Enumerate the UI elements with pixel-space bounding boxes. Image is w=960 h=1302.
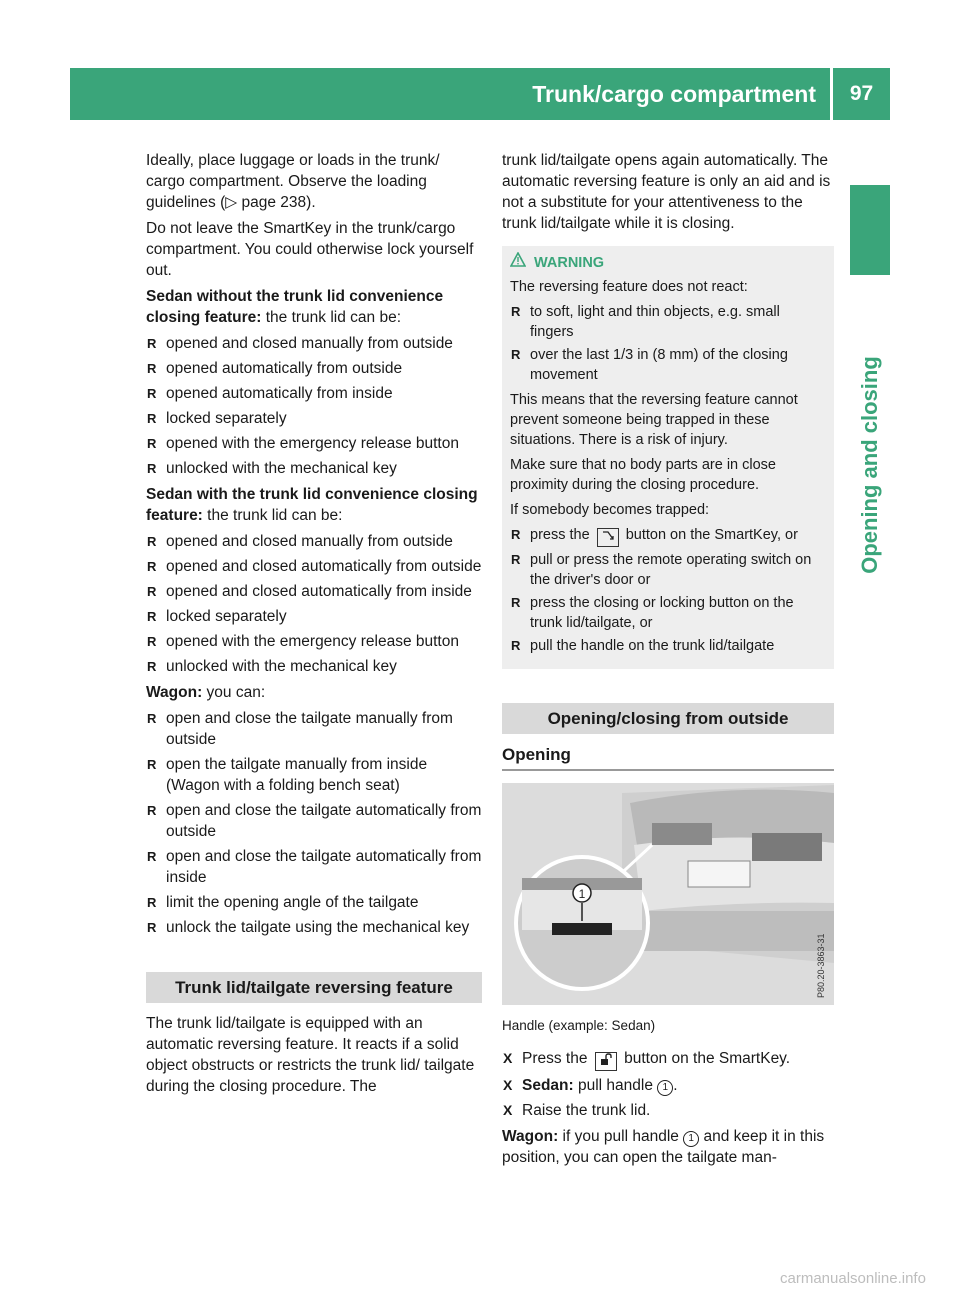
list-item	[510, 525, 826, 547]
list-item: R open and close the tailgate automatically from inside	[146, 846, 482, 888]
section-heading: Trunk lid/tailgate reversing feature	[146, 972, 482, 1003]
page-number: 97	[849, 82, 874, 105]
callout-1-icon: 1	[657, 1080, 673, 1096]
list-item: R opened and closed automatically from inside	[146, 581, 482, 602]
bold-label: Wagon:	[502, 1128, 559, 1145]
unlock-key-icon	[595, 1052, 617, 1071]
bullet-list	[146, 333, 482, 479]
bold-label: Sedan without the trunk lid convenience closing feature:	[146, 288, 444, 326]
figure-code: P80.20-3863-31	[816, 933, 826, 998]
text: Ideally, place luggage or loads in the trunk/ cargo compartment. Observe the loading guidelines (	[146, 152, 440, 211]
header-bar	[70, 68, 890, 120]
paragraph: This means that the reversing feature cannot prevent someone being trapped in these situations. There is a risk of injury.	[510, 392, 798, 448]
right-column	[502, 150, 834, 1173]
paragraph	[146, 682, 482, 703]
bold-label: Sedan:	[522, 1077, 574, 1094]
paragraph	[146, 484, 482, 526]
list-item: R opened and closed automatically from outside	[146, 556, 482, 577]
list-item: R locked separately	[146, 606, 482, 627]
left-column	[146, 150, 482, 1102]
text: the trunk lid can be:	[261, 309, 402, 326]
paragraph: The reversing feature does not react:	[510, 279, 748, 295]
bullet-list	[510, 302, 826, 385]
list-item: R opened with the emergency release button	[146, 631, 482, 652]
warning-triangle-icon	[510, 252, 526, 273]
list-item: R to soft, light and thin objects, e.g. small fingers	[510, 302, 826, 342]
bullet-list	[510, 525, 826, 656]
side-tab	[845, 295, 895, 635]
list-item: R unlocked with the mechanical key	[146, 656, 482, 677]
step-list	[502, 1048, 834, 1121]
text: Press the	[522, 1050, 592, 1067]
step-item: X Raise the trunk lid.	[502, 1100, 834, 1121]
subheading: Opening	[502, 744, 834, 771]
bold-label: Sedan with the trunk lid convenience closing feature:	[146, 486, 478, 524]
list-item: R opened automatically from inside	[146, 383, 482, 404]
paragraph: Do not leave the SmartKey in the trunk/cargo compartment. You could otherwise lock yourself out.	[146, 220, 474, 279]
watermark: carmanualsonline.info	[780, 1270, 926, 1287]
step-item	[502, 1048, 834, 1071]
side-tab-label: Opening and closing	[857, 356, 882, 574]
list-item: R open and close the tailgate manually from outside	[146, 708, 482, 750]
text: press the	[530, 527, 594, 543]
bullet-list	[146, 531, 482, 677]
list-item: R limit the opening angle of the tailgate	[146, 892, 482, 913]
warning-box	[502, 246, 834, 669]
page-title: Trunk/cargo compartment	[532, 81, 816, 107]
page-reference[interactable]: page 238).	[237, 194, 316, 211]
paragraph: Make sure that no body parts are in close proximity during the closing procedure.	[510, 457, 776, 493]
paragraph	[146, 150, 482, 213]
list-item: R over the last 1/3 in (8 mm) of the closing movement	[510, 345, 826, 385]
car-rear-image	[502, 783, 834, 1005]
arrow-icon: ▷	[225, 194, 238, 211]
trunk-handle-illustration	[502, 783, 834, 1005]
step-item	[502, 1075, 834, 1096]
text: you can:	[202, 684, 266, 701]
text: pull handle	[573, 1077, 658, 1094]
side-tab-marker	[850, 185, 890, 275]
list-item: R locked separately	[146, 408, 482, 429]
warning-label: WARNING	[534, 254, 605, 271]
warning-title	[510, 252, 826, 273]
list-item: R opened and closed manually from outside	[146, 531, 482, 552]
list-item: R open the tailgate manually from inside (Wagon with a folding bench seat)	[146, 754, 482, 796]
list-item: R unlock the tailgate using the mechanical key	[146, 917, 482, 938]
list-item: R pull or press the remote operating switch on the driver's door or	[510, 550, 826, 590]
text: button on the SmartKey, or	[621, 527, 798, 543]
section-heading: Opening/closing from outside	[502, 703, 834, 734]
text: if you pull handle	[558, 1128, 684, 1145]
text: the trunk lid can be:	[202, 507, 343, 524]
callout-1-icon: 1	[683, 1131, 699, 1147]
figure-caption: Handle (example: Sedan)	[502, 1018, 656, 1033]
list-item: R opened and closed manually from outside	[146, 333, 482, 354]
bullet-list	[146, 708, 482, 938]
list-item: R pull the handle on the trunk lid/tailgate	[510, 636, 826, 656]
trunk-close-key-icon	[597, 528, 619, 547]
list-item: R opened automatically from outside	[146, 358, 482, 379]
paragraph	[502, 1126, 834, 1168]
paragraph: trunk lid/tailgate opens again automatically. The automatic reversing feature is only an aid and is not a substitute for your attentiveness to the trunk lid/tailgate while it is closing.	[502, 152, 831, 232]
list-item: R open and close the tailgate automatically from outside	[146, 800, 482, 842]
list-item: R opened with the emergency release button	[146, 433, 482, 454]
figure-callout: 1	[578, 887, 586, 901]
paragraph	[146, 286, 482, 328]
list-item: R press the closing or locking button on the trunk lid/tailgate, or	[510, 593, 826, 633]
text: and keep it in this position, you can open the tailgate man-	[502, 1128, 825, 1166]
text: button on the SmartKey.	[619, 1050, 791, 1067]
list-item: R unlocked with the mechanical key	[146, 458, 482, 479]
paragraph: The trunk lid/tailgate is equipped with an automatic reversing feature. It reacts if a solid object obstructs or restricts the trunk lid/ tailgate during the closing procedure. The	[146, 1015, 475, 1095]
bold-label: Wagon:	[146, 684, 203, 701]
paragraph: If somebody becomes trapped:	[510, 502, 710, 518]
text: .	[673, 1077, 678, 1094]
